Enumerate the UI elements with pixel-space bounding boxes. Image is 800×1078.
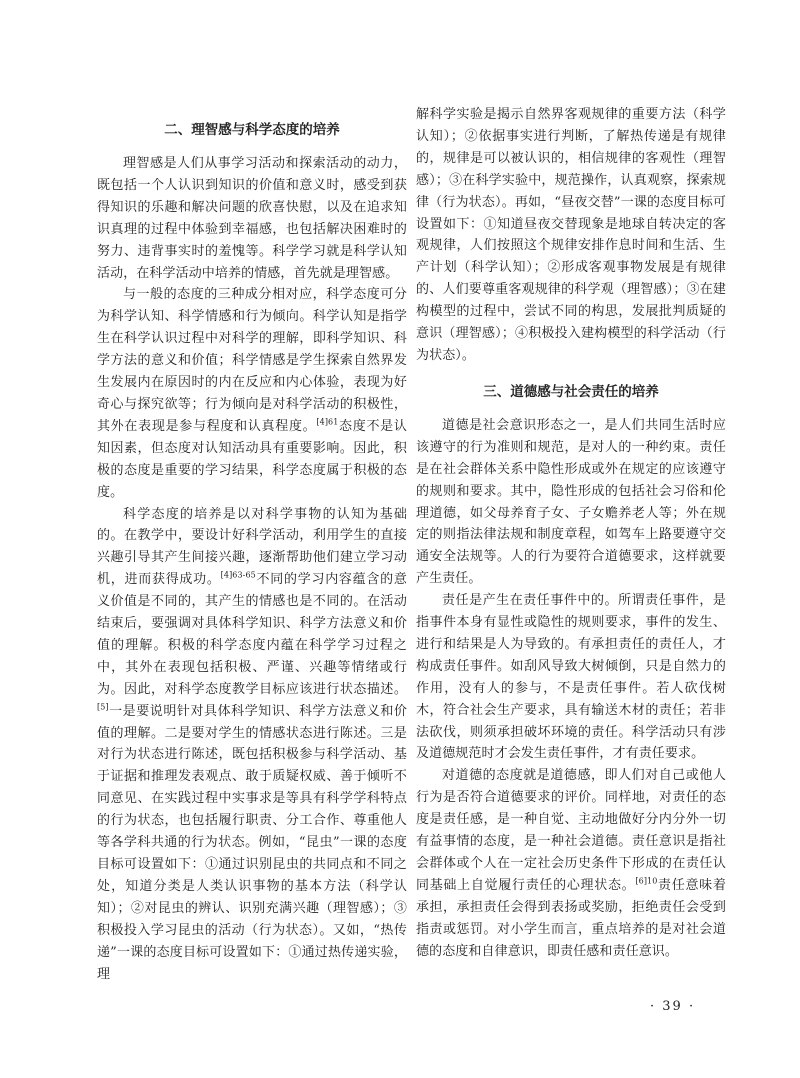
paragraph-text: 不同的学习内容蕴含的意义价值是不同的，其产生的情感也是不同的。在活动结束后，要强调对具体科学知识、科学方法意义和价值的理解。积极的科学态度内蕴在科学学习过程之中，其外在表现包括积极、严谨、兴趣等情绪或行为。因此，对科学态度教学目标应该进行状态描述。 [97, 572, 407, 697]
paragraph: 理智感是人们从事学习活动和探索活动的动力，既包括一个人认识到知识的价值和意义时，感受到获得知识的乐趣和解决问题的欣喜快慰，以及在追求知识真理的过程中体验到幸福感，也包括解决困难时的努力、违背事实时的羞愧等。科学学习就是科学认知活动，在科学活动中培养的情感，首先就是理智感。 [97, 156, 407, 281]
paragraph-text: 一是要说明针对具体科学知识、科学方法意义和价值的理解。二是要对学生的情感状态进行陈述。三是对行为状态进行陈述，既包括积极参与科学活动、基于证据和推理发表观点、敢于质疑权威、善于倾听不同意见、在实践过程中实事求是等具有科学学科特点的行为状态，也包括履行职责、分工合作、尊重他人等各学科共通的行为状态。例如，“昆虫”一课的态度目标可设置如下：①通过识别昆虫的共同点和不同之处，知道分类是人类认识事物的基本方法（科学认知）；②对昆虫的辨认、识别充满兴趣（理智感）；③积极投入学习昆虫的活动（行为状态）。又如，“热传递”一课的态度目标可设置如下：①通过热传递实验，理 [97, 703, 407, 982]
paragraph [416, 765, 726, 962]
section-heading-3: 三、道德感与社会责任的培养 [483, 383, 659, 400]
paragraph-text: 态度不是认知因素，但态度对认知活动具有重要影响。因此，积极的态度是重要的学习结果，科学态度属于积极的态度。 [97, 418, 407, 500]
paragraph-text: 科学态度的培养是以对科学事物的认知为基础的。在教学中，要设计好科学活动，利用学生的直接兴趣引导其产生间接兴趣，逐渐帮助他们建立学习动机，进而获得成功。 [97, 506, 407, 588]
paragraph-text: 与一般的态度的三种成分相对应，科学态度可分为科学认知、科学情感和行为倾向。科学认知是指学生在科学认识过程中对科学的理解，即科学知识、科学方法的意义和价值；科学情感是学生探索自然界发生发展内在原因时的内在反应和内心体验，表现为好奇心与探究欲等；行为倾向是对科学活动的积极性，其外在表现是参与程度和认真程度。 [97, 287, 407, 434]
right-column [416, 104, 726, 963]
paragraph: 道德是社会意识形态之一，是人们共同生活时应该遵守的行为准则和规范，是对人的一种约束。责任是在社会群体关系中隐性形成或外在规定的应该遵守的规则和要求。其中，隐性形成的包括社会习俗和伦理道德，如父母养育子女、子女赡养老人等；外在规定的则指法律法规和制度章程，如驾车上路要遵守交通安全法规等。人的行为要符合道德要求，这样就要产生责任。 [416, 417, 726, 587]
paragraph [97, 504, 407, 986]
citation-ref: [4]61 [316, 417, 339, 427]
citation-ref: [6]10 [635, 876, 658, 886]
paragraph: 责任是产生在责任事件中的。所谓责任事件，是指事件本身有显性或隐性的规则要求，事件的发生、进行和结果是人为导致的。有承担责任的责任人，才构成责任事件。如刮风导致大树倾倒，只是自然力的作用，没有人的参与，不是责任事件。若人砍伐树木，符合社会生产要求，具有输送木材的责任；若非法砍伐，则须承担破坏环境的责任。科学活动只有涉及道德规范时才会发生责任事件，才有责任要求。 [416, 593, 726, 762]
paragraph-text: 责任意味着承担，承担责任会得到表扬或奖励，拒绝责任会受到指责或惩罚。对小学生而言，重点培养的是对社会道德的态度和自律意识，即责任感和责任意识。 [416, 877, 726, 959]
citation-ref: [5] [97, 702, 109, 712]
page-number: · 39 · [650, 999, 696, 1014]
citation-ref: [4]63-65 [220, 570, 256, 580]
section-heading-2: 二、理智感与科学态度的培养 [164, 122, 340, 138]
paragraph [97, 284, 407, 503]
paragraph-text: 对道德的态度就是道德感，即人们对自己或他人行为是否符合道德要求的评价。同样地，对责任的态度是责任感，是一种自觉、主动地做好分内分外一切有益事情的态度，是一种社会道德。责任意识是指社会群体或个人在一定社会历史条件下形成的在责任认同基础上自觉履行责任的心理状态。 [416, 768, 726, 893]
paragraph-continued: 解科学实验是揭示自然界客观规律的重要方法（科学认知）；②依据事实进行判断，了解热传递是有规律的，规律是可以被认识的，相信规律的客观性（理智感）；③在科学实验中，规范操作，认真观察，探索规律（行为状态）。再如，“昼夜交替”一课的态度目标可设置如下：①知道昼夜交替现象是地球自转决定的客观规律，人们按照这个规律安排作息时间和生活、生产计划（科学认知）；②形成客观事物发展是有规律的、人们要尊重客观规律的科学观（理智感）；③在建构模型的过程中，尝试不同的构思，发展批判质疑的意识（理智感）；④积极投入建构模型的科学活动（行为状态）。 [416, 107, 726, 363]
left-column [97, 105, 407, 985]
